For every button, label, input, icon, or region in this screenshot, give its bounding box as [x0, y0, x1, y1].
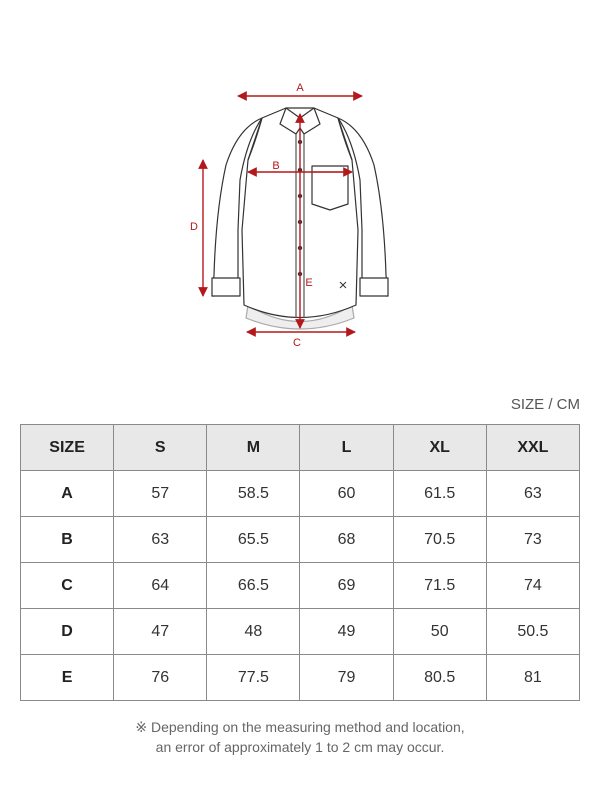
table-row — [21, 609, 580, 655]
row-label: B — [21, 517, 114, 563]
table-row — [21, 517, 580, 563]
table-cell: 68 — [300, 517, 393, 563]
table-cell: 63 — [486, 471, 579, 517]
table-cell: 63 — [114, 517, 207, 563]
shirt-measurement-diagram — [0, 0, 600, 380]
table-cell: 50.5 — [486, 609, 579, 655]
header-cell: XXL — [486, 425, 579, 471]
label-b: B — [272, 160, 280, 172]
table-cell: 50 — [393, 609, 486, 655]
table-cell: 64 — [114, 563, 207, 609]
label-a: A — [296, 82, 304, 94]
table-cell: 49 — [300, 609, 393, 655]
header-cell: XL — [393, 425, 486, 471]
note-line-1: ※ Depending on the measuring method and location, — [135, 719, 465, 735]
table-cell: 74 — [486, 563, 579, 609]
header-cell: L — [300, 425, 393, 471]
unit-label: SIZE / CM — [510, 396, 580, 413]
note-line-2: an error of approximately 1 to 2 cm may occur. — [155, 739, 445, 755]
header-cell: S — [114, 425, 207, 471]
row-label: A — [21, 471, 114, 517]
label-d: D — [190, 221, 198, 233]
header-cell: SIZE — [21, 425, 114, 471]
label-e: E — [305, 277, 313, 289]
label-c: C — [293, 337, 301, 349]
row-label: C — [21, 563, 114, 609]
table-cell: 77.5 — [207, 655, 300, 701]
table-cell: 81 — [486, 655, 579, 701]
table-cell: 79 — [300, 655, 393, 701]
table-row — [21, 655, 580, 701]
table-cell: 60 — [300, 471, 393, 517]
table-cell: 80.5 — [393, 655, 486, 701]
table-cell: 66.5 — [207, 563, 300, 609]
row-label: E — [21, 655, 114, 701]
measurement-note — [0, 717, 600, 757]
table-cell: 57 — [114, 471, 207, 517]
table-cell: 73 — [486, 517, 579, 563]
table-cell: 61.5 — [393, 471, 486, 517]
size-table — [20, 424, 580, 701]
table-row — [21, 471, 580, 517]
table-row — [21, 563, 580, 609]
table-cell: 65.5 — [207, 517, 300, 563]
table-cell: 69 — [300, 563, 393, 609]
table-cell: 58.5 — [207, 471, 300, 517]
header-cell: M — [207, 425, 300, 471]
row-label: D — [21, 609, 114, 655]
table-cell: 71.5 — [393, 563, 486, 609]
table-cell: 70.5 — [393, 517, 486, 563]
table-header-row — [21, 425, 580, 471]
table-cell: 48 — [207, 609, 300, 655]
table-cell: 47 — [114, 609, 207, 655]
table-cell: 76 — [114, 655, 207, 701]
